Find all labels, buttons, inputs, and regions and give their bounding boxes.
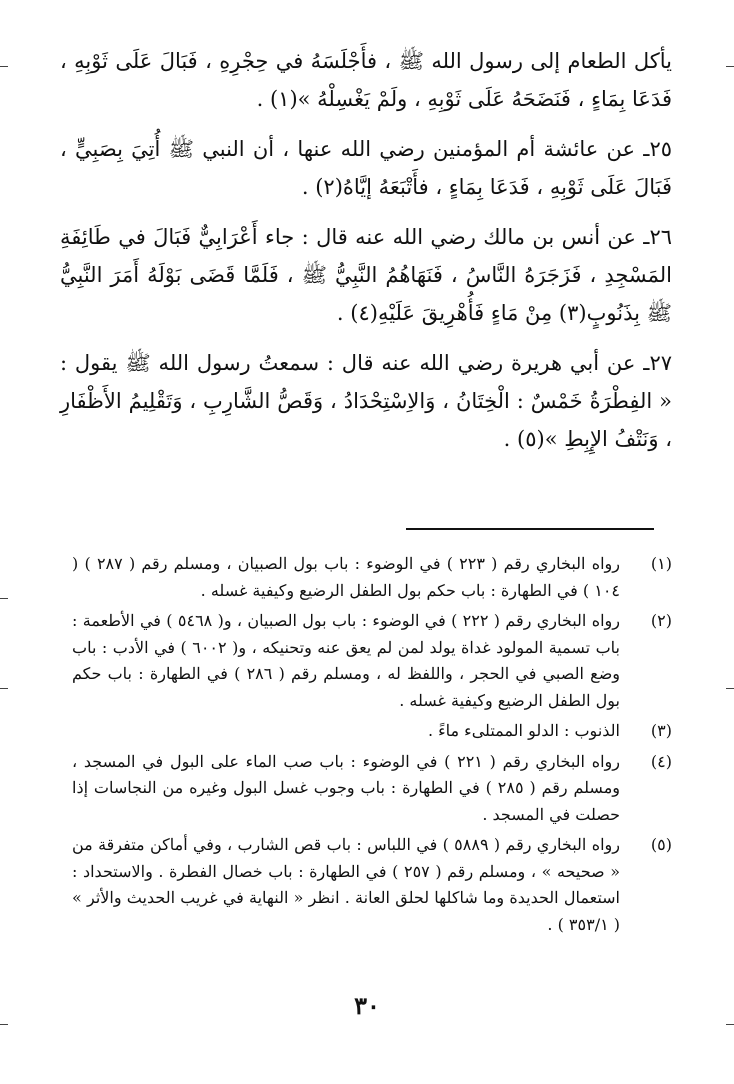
main-text	[60, 42, 672, 470]
scan-mark	[0, 1024, 8, 1025]
footnote-number: (٣)	[650, 721, 672, 740]
scan-mark	[726, 66, 734, 67]
footnote-2	[72, 608, 672, 714]
paragraph-hadith-27: ٢٧ـ عن أبي هريرة رضي الله عنه قال : سمعتُ رسول الله ﷺ يقول : « الفِطْرَةُ خَمْسٌ : الْخِتَانُ ، وَالاِسْتِحْدَادُ ، وَقَصُّ الشَّارِبِ ، وَتَقْلِيمُ الأَظْفَارِ ، وَنَتْفُ الإِبِطِ »(٥) .	[60, 351, 672, 451]
footnote-text: رواه البخاري رقم ( ٥٨٨٩ ) في اللباس : باب قص الشارب ، وفي أماكن متفرقة من « صحيحه » ، ومسلم رقم ( ٢٥٧ ) في الطهارة : باب خصال الفطرة . والاستحداد : استعمال الحديدة وما شاكلها لحلق العانة . انظر « النهاية في غريب الحديث والأثر » ( ٣٥٣/١ ) .	[72, 835, 620, 934]
footnote-text: الذنوب : الدلو الممتلىء ماءً .	[427, 721, 620, 740]
footnote-3	[72, 718, 672, 745]
footnote-text: رواه البخاري رقم ( ٢٢٢ ) في الوضوء : باب بول الصبيان ، و( ٥٤٦٨ ) في الأطعمة : باب تسمية المولود غداة يولد لمن لم يعق عنه وتحنيكه ، و( ٦٠٠٢ ) في الأدب : باب وضع الصبي في الحجر ، واللفظ له ، ومسلم رقم ( ٢٨٦ ) في الطهارة : باب حكم بول الطفل الرضيع وكيفية غسله .	[72, 611, 621, 710]
scan-mark	[726, 688, 734, 689]
scan-mark	[0, 598, 8, 599]
footnote-number: (٥)	[650, 835, 672, 854]
scan-mark	[0, 688, 8, 689]
footnote-5	[72, 832, 672, 938]
paragraph-hadith-26: ٢٦ـ عن أنس بن مالك رضي الله عنه قال : جاء أَعْرَابِيٌّ فَبَالَ في طَائِفَةِ المَسْجِدِ ، فَزَجَرَهُ النَّاسُ ، فَنَهَاهُمُ النَّبِيُّ ﷺ ، فَلَمَّا قَضَى بَوْلَهُ أَمَرَ النَّبِيُّ ﷺ بِذَنُوبٍ(٣) مِنْ مَاءٍ فَأُهْرِيقَ عَلَيْهِ(٤) .	[60, 225, 672, 325]
footnote-number: (٤)	[650, 751, 672, 771]
paragraph-continuation: يأكل الطعام إلى رسول الله ﷺ ، فأَجْلَسَهُ في حِجْرِهِ ، فَبَالَ عَلَى ثَوْبِهِ ، فَدَعَا بِمَاءٍ ، فَنَضَحَهُ عَلَى ثَوْبِهِ ، ولَمْ يَغْسِلْهُ »(١) .	[60, 49, 672, 111]
scan-mark	[726, 1024, 734, 1025]
footnote-1	[72, 551, 672, 604]
paragraph-hadith-25: ٢٥ـ عن عائشة أم المؤمنين رضي الله عنها ، أن النبي ﷺ أُتِيَ بِصَبِيٍّ ، فَبَالَ عَلَى ثَوْبِهِ ، فَدَعَا بِمَاءٍ ، فأَتْبَعَهُ إيَّاهُ(٢) .	[60, 137, 672, 199]
footnote-text: رواه البخاري رقم ( ٢٢٣ ) في الوضوء : باب بول الصبيان ، ومسلم رقم ( ٢٨٧ ) ( ١٠٤ ) في الطهارة : باب حكم بول الطفل الرضيع وكيفية غسله .	[72, 554, 621, 600]
footnote-number: (٢)	[650, 611, 672, 630]
footnote-separator	[406, 528, 654, 530]
footnote-text: رواه البخاري رقم ( ٢٢١ ) في الوضوء : باب صب الماء على البول في المسجد ، ومسلم رقم ( ٢٨٥ ) في الطهارة : باب وجوب غسل البول وغيره من النجاسات إذا حصلت في المسجد .	[72, 751, 620, 824]
page-number: ٣٠	[354, 991, 380, 1020]
footnotes	[72, 551, 672, 942]
scan-mark	[0, 66, 8, 67]
footnote-number: (١)	[650, 554, 672, 573]
footnote-4	[72, 749, 672, 829]
